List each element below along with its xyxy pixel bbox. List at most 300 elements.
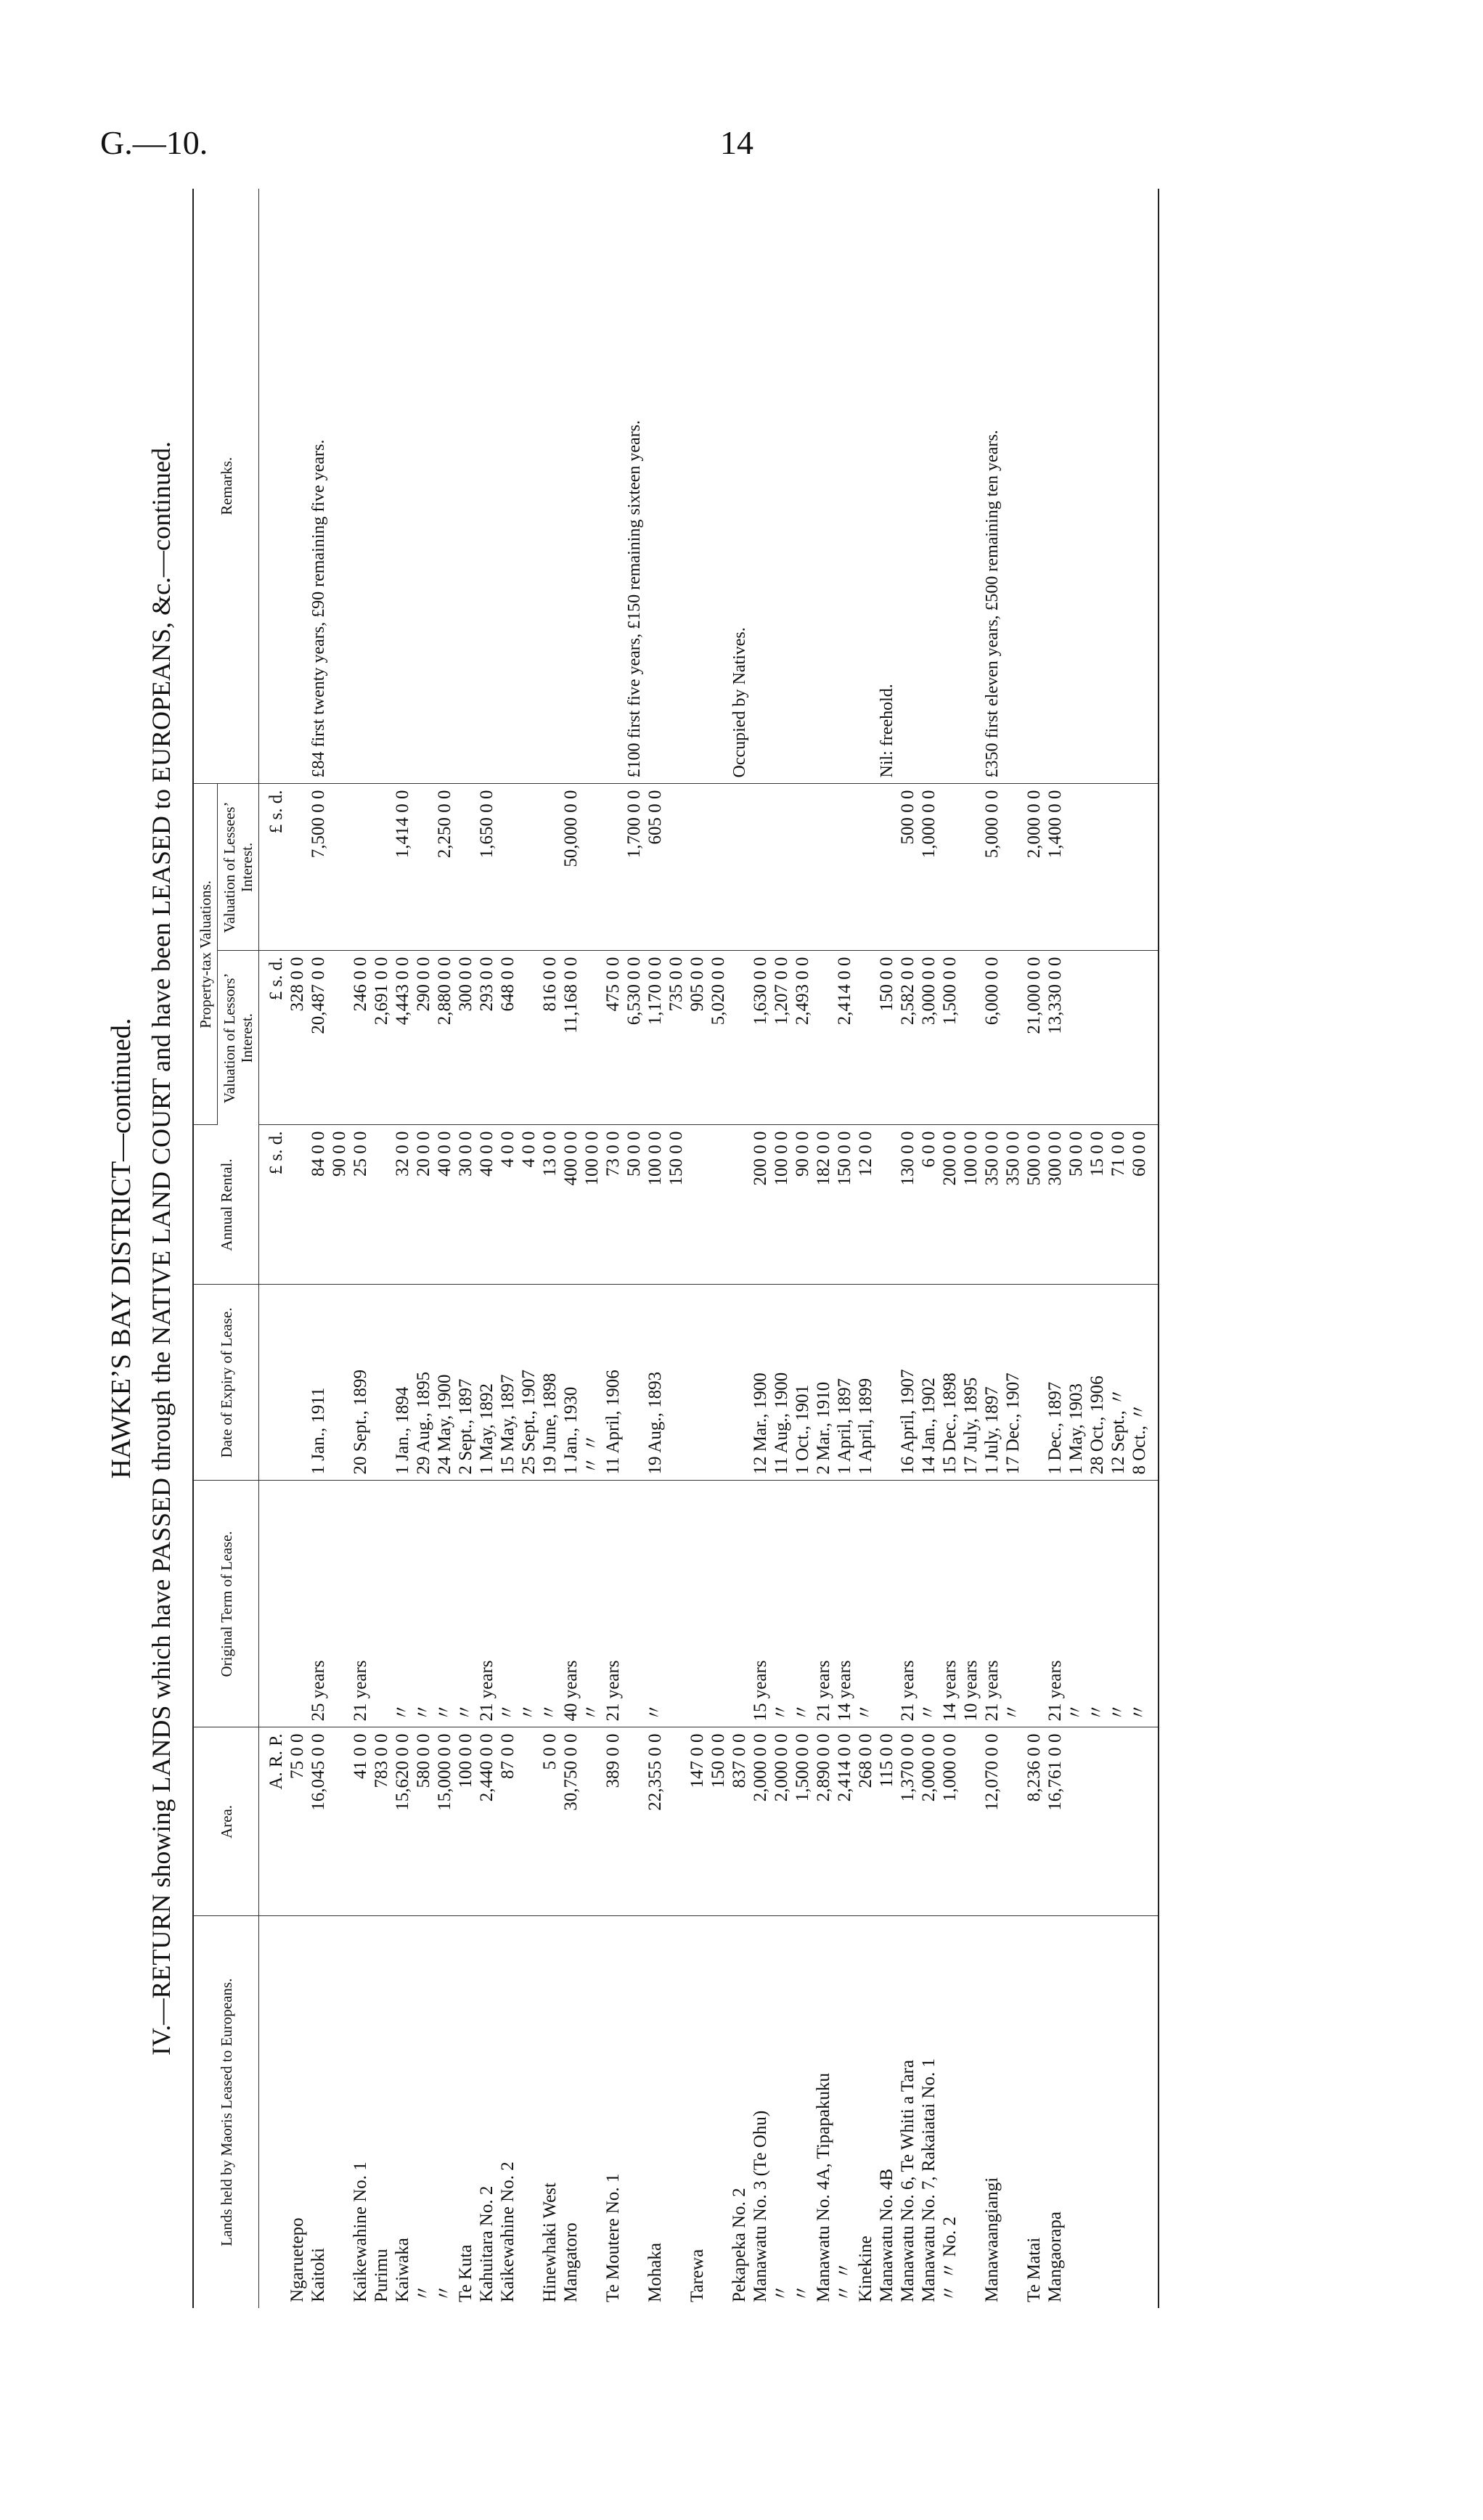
rental-cell: 150 0 0 <box>835 1125 856 1285</box>
expiry-unit-cell <box>259 1285 288 1481</box>
rental-cell <box>372 1125 393 1285</box>
table-row <box>561 189 582 2308</box>
expiry-cell: 11 Aug., 1900 <box>772 1285 793 1481</box>
land-name-cell: Pekapeka No. 2 <box>730 2188 750 2302</box>
land-name-cell <box>624 1916 645 2308</box>
area-cell: 15,000 0 0 <box>435 1727 456 1916</box>
expiry-cell <box>330 1285 351 1481</box>
term-cell <box>666 1481 687 1727</box>
expiry-cell: 1 May, 1903 <box>1066 1285 1087 1481</box>
rental-cell: 350 0 0 <box>982 1125 1003 1285</box>
lessors-valuation-cell <box>1129 951 1159 1125</box>
rental-cell: 25 0 0 <box>351 1125 372 1285</box>
land-name-cell: Kaiwaka <box>393 2238 413 2302</box>
lessees-valuation-cell <box>751 784 772 951</box>
lessors-valuation-cell: 905 0 0 <box>687 951 708 1125</box>
rental-cell: 100 0 0 <box>772 1125 793 1285</box>
term-cell: 〃 <box>1066 1481 1087 1727</box>
area-cell: 2,414 0 0 <box>835 1727 856 1916</box>
remarks-cell <box>1024 189 1045 784</box>
expiry-cell: 25 Sept., 1907 <box>519 1285 540 1481</box>
lessors-valuation-cell: 21,000 0 0 <box>1024 951 1045 1125</box>
lessors-valuation-cell <box>1066 951 1087 1125</box>
table-row <box>393 189 414 2308</box>
lessees-valuation-cell <box>835 784 856 951</box>
lessors-valuation-cell: 13,330 0 0 <box>1045 951 1066 1125</box>
table-row <box>351 189 372 2308</box>
rental-cell <box>730 1125 751 1285</box>
rental-cell: 15 0 0 <box>1087 1125 1108 1285</box>
land-name-cell <box>961 1916 982 2308</box>
land-name-cell: 〃 〃 <box>835 2261 855 2302</box>
land-name-cell: Kahuitara No. 2 <box>477 2185 497 2302</box>
expiry-cell <box>287 1285 309 1481</box>
remarks-cell <box>645 189 666 784</box>
expiry-cell: 20 Sept., 1899 <box>351 1285 372 1481</box>
document-code: G.—10. <box>100 124 208 161</box>
land-name-cell: Kaitoki <box>309 2248 329 2302</box>
expiry-cell: 2 Sept., 1897 <box>456 1285 477 1481</box>
rental-cell: 100 0 0 <box>645 1125 666 1285</box>
term-cell: 〃 <box>540 1481 561 1727</box>
term-cell: 〃 <box>498 1481 519 1727</box>
rental-cell: 50 0 0 <box>624 1125 645 1285</box>
area-cell <box>330 1727 351 1916</box>
remarks-cell <box>1108 189 1129 784</box>
lessees-valuation-cell <box>330 784 351 951</box>
remarks-cell <box>498 189 519 784</box>
term-cell <box>287 1481 309 1727</box>
table-row <box>519 189 540 2308</box>
rental-cell: 4 0 0 <box>519 1125 540 1285</box>
expiry-cell: 17 Dec., 1907 <box>1003 1285 1024 1481</box>
land-name-cell <box>1108 1916 1129 2308</box>
expiry-cell: 1 Oct., 1901 <box>793 1285 814 1481</box>
lessees-valuation-cell <box>519 784 540 951</box>
rental-cell: 20 0 0 <box>414 1125 435 1285</box>
expiry-cell: 12 Mar., 1900 <box>751 1285 772 1481</box>
area-cell: 1,000 0 0 <box>940 1727 961 1916</box>
rental-cell: 40 0 0 <box>435 1125 456 1285</box>
expiry-cell: 8 Oct., 〃 <box>1129 1285 1159 1481</box>
remarks-cell: £350 first eleven years, £500 remaining ten years. <box>982 189 1003 784</box>
lessors-valuation-cell: 328 0 0 <box>287 951 309 1125</box>
expiry-cell: 〃 〃 <box>582 1285 603 1481</box>
lessees-valuation-cell <box>1003 784 1024 951</box>
rental-cell: 200 0 0 <box>751 1125 772 1285</box>
remarks-cell <box>898 189 919 784</box>
expiry-cell: 1 May, 1892 <box>477 1285 498 1481</box>
expiry-cell: 16 April, 1907 <box>898 1285 919 1481</box>
term-cell: 21 years <box>1045 1481 1066 1727</box>
lessors-valuation-cell <box>582 951 603 1125</box>
area-cell: 2,000 0 0 <box>772 1727 793 1916</box>
lessees-valuation-cell <box>540 784 561 951</box>
land-name-cell <box>1066 1916 1087 2308</box>
remarks-cell <box>603 189 624 784</box>
expiry-cell: 17 July, 1895 <box>961 1285 982 1481</box>
table-row <box>1045 189 1066 2308</box>
rental-cell: 32 0 0 <box>393 1125 414 1285</box>
expiry-cell: 19 June, 1898 <box>540 1285 561 1481</box>
area-cell: 2,000 0 0 <box>751 1727 772 1916</box>
rental-cell: 6 0 0 <box>919 1125 940 1285</box>
rental-cell <box>287 1125 309 1285</box>
table-row <box>919 189 940 2308</box>
lessees-valuation-cell <box>814 784 835 951</box>
lessors-valuation-cell <box>814 951 835 1125</box>
rental-cell: 40 0 0 <box>477 1125 498 1285</box>
lessees-valuation-cell: 7,500 0 0 <box>309 784 330 951</box>
col-rental-header: Annual Rental. <box>193 1125 259 1285</box>
land-name-cell <box>1087 1916 1108 2308</box>
lessees-unit-cell: £ s. d. <box>259 784 288 951</box>
table-row <box>1024 189 1045 2308</box>
remarks-unit-cell <box>259 189 288 784</box>
area-cell: 16,761 0 0 <box>1045 1727 1066 1916</box>
lessors-valuation-cell: 1,630 0 0 <box>751 951 772 1125</box>
remarks-cell <box>1003 189 1024 784</box>
rental-cell: 150 0 0 <box>666 1125 687 1285</box>
expiry-cell <box>687 1285 708 1481</box>
table-row <box>372 189 393 2308</box>
lessors-valuation-cell <box>330 951 351 1125</box>
lessors-valuation-cell: 293 0 0 <box>477 951 498 1125</box>
table-row <box>330 189 351 2308</box>
lessees-valuation-cell <box>456 784 477 951</box>
lessees-valuation-cell <box>1108 784 1129 951</box>
area-cell <box>624 1727 645 1916</box>
area-cell: 30,750 0 0 <box>561 1727 582 1916</box>
table-row <box>772 189 793 2308</box>
table-row <box>287 189 309 2308</box>
lessees-valuation-cell <box>793 784 814 951</box>
page-number: 14 <box>720 124 753 161</box>
table-row <box>1108 189 1129 2308</box>
remarks-cell <box>393 189 414 784</box>
expiry-cell <box>372 1285 393 1481</box>
expiry-cell <box>624 1285 645 1481</box>
rental-cell: 500 0 0 <box>1024 1125 1045 1285</box>
land-name-cell: 〃 〃 No. 2 <box>940 2216 960 2302</box>
remarks-cell <box>435 189 456 784</box>
lessees-valuation-cell <box>1087 784 1108 951</box>
area-cell: 147 0 0 <box>687 1727 708 1916</box>
rental-unit-cell: £ s. d. <box>259 1125 288 1285</box>
remarks-cell: Nil: freehold. <box>877 189 898 784</box>
lessees-valuation-cell <box>287 784 309 951</box>
area-cell: 1,500 0 0 <box>793 1727 814 1916</box>
expiry-cell: 2 Mar., 1910 <box>814 1285 835 1481</box>
table-row <box>309 189 330 2308</box>
lessees-valuation-cell <box>961 784 982 951</box>
term-cell: 21 years <box>603 1481 624 1727</box>
term-cell: 〃 <box>456 1481 477 1727</box>
remarks-cell <box>351 189 372 784</box>
expiry-cell: 24 May, 1900 <box>435 1285 456 1481</box>
table-row <box>940 189 961 2308</box>
lessors-valuation-cell: 3,000 0 0 <box>919 951 940 1125</box>
area-cell: 5 0 0 <box>540 1727 561 1916</box>
lessees-valuation-cell: 2,250 0 0 <box>435 784 456 951</box>
remarks-cell <box>372 189 393 784</box>
land-name-cell <box>708 1916 730 2308</box>
rental-cell: 130 0 0 <box>898 1125 919 1285</box>
remarks-cell <box>287 189 309 784</box>
area-cell <box>519 1727 540 1916</box>
term-cell: 〃 <box>1003 1481 1024 1727</box>
area-cell <box>582 1727 603 1916</box>
term-cell <box>730 1481 751 1727</box>
term-cell <box>1024 1481 1045 1727</box>
lessees-valuation-cell: 1,414 0 0 <box>393 784 414 951</box>
rental-cell: 400 0 0 <box>561 1125 582 1285</box>
expiry-cell: 1 Dec., 1897 <box>1045 1285 1066 1481</box>
lessors-valuation-cell: 6,000 0 0 <box>982 951 1003 1125</box>
term-unit-cell <box>259 1481 288 1727</box>
land-name-cell <box>666 1916 687 2308</box>
land-name-cell: Manawatu No. 7, Rakaiatai No. 1 <box>919 2058 939 2302</box>
area-cell <box>961 1727 982 1916</box>
area-cell: 268 0 0 <box>856 1727 877 1916</box>
term-cell: 〃 <box>582 1481 603 1727</box>
expiry-cell: 12 Sept., 〃 <box>1108 1285 1129 1481</box>
area-cell: 2,000 0 0 <box>919 1727 940 1916</box>
term-cell: 10 years <box>961 1481 982 1727</box>
remarks-cell <box>1129 189 1159 784</box>
table-row <box>1129 189 1159 2308</box>
remarks-cell <box>708 189 730 784</box>
land-name-cell: 〃 <box>435 2283 455 2302</box>
lessors-valuation-cell: 475 0 0 <box>603 951 624 1125</box>
table-row <box>898 189 919 2308</box>
lessees-valuation-cell <box>856 784 877 951</box>
lessors-valuation-cell: 6,530 0 0 <box>624 951 645 1125</box>
area-cell: 580 0 0 <box>414 1727 435 1916</box>
land-name-cell: 〃 <box>414 2283 434 2302</box>
land-name-cell <box>1003 1916 1024 2308</box>
table-row <box>856 189 877 2308</box>
land-name-cell: 〃 <box>793 2283 813 2302</box>
land-name-cell: Kaikewahine No. 2 <box>498 2161 518 2302</box>
rental-cell: 182 0 0 <box>814 1125 835 1285</box>
lessors-valuation-cell: 150 0 0 <box>877 951 898 1125</box>
lessees-valuation-cell <box>603 784 624 951</box>
lessors-valuation-cell <box>1003 951 1024 1125</box>
remarks-cell <box>751 189 772 784</box>
expiry-cell: 11 April, 1906 <box>603 1285 624 1481</box>
term-cell: 〃 <box>856 1481 877 1727</box>
remarks-cell <box>561 189 582 784</box>
lessees-valuation-cell <box>1066 784 1087 951</box>
term-cell <box>877 1481 898 1727</box>
area-cell <box>1066 1727 1087 1916</box>
area-cell <box>666 1727 687 1916</box>
remarks-cell <box>1066 189 1087 784</box>
term-cell: 〃 <box>414 1481 435 1727</box>
table-row <box>1003 189 1024 2308</box>
lessees-valuation-cell: 2,000 0 0 <box>1024 784 1045 951</box>
land-name-cell <box>519 1916 540 2308</box>
area-cell: 75 0 0 <box>287 1727 309 1916</box>
table-row <box>1087 189 1108 2308</box>
land-name-cell: Te Moutere No. 1 <box>603 2173 624 2302</box>
rental-cell: 73 0 0 <box>603 1125 624 1285</box>
table-row <box>414 189 435 2308</box>
table-row <box>751 189 772 2308</box>
term-cell: 〃 <box>519 1481 540 1727</box>
remarks-cell <box>330 189 351 784</box>
term-cell <box>687 1481 708 1727</box>
area-cell: 22,355 0 0 <box>645 1727 666 1916</box>
term-cell: 〃 <box>645 1481 666 1727</box>
expiry-cell: 29 Aug., 1895 <box>414 1285 435 1481</box>
area-cell <box>1108 1727 1129 1916</box>
district-title: HAWKE’S BAY DISTRICT—continued. <box>106 1018 136 1479</box>
lessors-valuation-cell: 300 0 0 <box>456 951 477 1125</box>
lessors-valuation-cell: 11,168 0 0 <box>561 951 582 1125</box>
remarks-cell <box>519 189 540 784</box>
lessees-valuation-cell: 1,400 0 0 <box>1045 784 1066 951</box>
term-cell: 〃 <box>393 1481 414 1727</box>
term-cell: 〃 <box>772 1481 793 1727</box>
area-cell: 100 0 0 <box>456 1727 477 1916</box>
term-cell: 21 years <box>351 1481 372 1727</box>
area-cell <box>1087 1727 1108 1916</box>
area-cell: 15,620 0 0 <box>393 1727 414 1916</box>
rental-cell: 100 0 0 <box>961 1125 982 1285</box>
expiry-cell: 15 Dec., 1898 <box>940 1285 961 1481</box>
rotated-page <box>91 189 1397 2308</box>
land-name-cell: Mohaka <box>645 2243 666 2302</box>
lessees-valuation-cell: 605 0 0 <box>645 784 666 951</box>
remarks-cell <box>835 189 856 784</box>
area-cell: 389 0 0 <box>603 1727 624 1916</box>
lessors-valuation-cell: 5,020 0 0 <box>708 951 730 1125</box>
rental-cell: 84 0 0 <box>309 1125 330 1285</box>
lessors-valuation-cell <box>519 951 540 1125</box>
remarks-cell <box>793 189 814 784</box>
area-unit-cell: A. R. P. <box>259 1727 288 1916</box>
land-name-cell: 〃 <box>772 2283 792 2302</box>
remarks-cell <box>414 189 435 784</box>
lessees-valuation-cell <box>351 784 372 951</box>
area-cell: 837 0 0 <box>730 1727 751 1916</box>
land-name-cell: Te Matai <box>1024 2237 1045 2302</box>
lessees-valuation-cell <box>498 784 519 951</box>
expiry-cell <box>877 1285 898 1481</box>
remarks-cell <box>814 189 835 784</box>
term-cell: 14 years <box>835 1481 856 1727</box>
land-name-cell <box>1129 1916 1159 2308</box>
remarks-cell <box>666 189 687 784</box>
lessees-valuation-cell <box>414 784 435 951</box>
area-cell: 115 0 0 <box>877 1727 898 1916</box>
rental-cell <box>877 1125 898 1285</box>
lessees-valuation-cell <box>708 784 730 951</box>
lessees-valuation-cell <box>582 784 603 951</box>
remarks-cell <box>582 189 603 784</box>
term-cell: 21 years <box>982 1481 1003 1727</box>
rental-cell <box>687 1125 708 1285</box>
lease-return-table <box>192 189 1159 2308</box>
table-row <box>814 189 835 2308</box>
lessors-valuation-cell: 735 0 0 <box>666 951 687 1125</box>
area-cell: 41 0 0 <box>351 1727 372 1916</box>
lessors-valuation-cell <box>1087 951 1108 1125</box>
expiry-cell <box>1024 1285 1045 1481</box>
area-cell: 783 0 0 <box>372 1727 393 1916</box>
lessors-valuation-cell: 648 0 0 <box>498 951 519 1125</box>
remarks-cell <box>961 189 982 784</box>
lessors-valuation-cell: 2,414 0 0 <box>835 951 856 1125</box>
lessees-valuation-cell: 50,000 0 0 <box>561 784 582 951</box>
lessors-unit-cell: £ s. d. <box>259 951 288 1125</box>
remarks-cell <box>919 189 940 784</box>
col-lessees-header: Valuation of Lessees’ Interest. <box>218 784 259 951</box>
area-cell: 12,070 0 0 <box>982 1727 1003 1916</box>
expiry-cell: 14 Jan., 1902 <box>919 1285 940 1481</box>
area-cell <box>1129 1727 1159 1916</box>
remarks-cell <box>477 189 498 784</box>
land-name-cell: Manawatu No. 6, Te Whiti a Tara <box>898 2060 918 2302</box>
lessors-valuation-cell: 816 0 0 <box>540 951 561 1125</box>
expiry-cell: 1 Jan., 1894 <box>393 1285 414 1481</box>
remarks-cell: £84 first twenty years, £90 remaining five years. <box>309 189 330 784</box>
lessors-valuation-cell: 20,487 0 0 <box>309 951 330 1125</box>
lessees-valuation-cell <box>877 784 898 951</box>
expiry-cell: 1 April, 1899 <box>856 1285 877 1481</box>
lessors-valuation-cell <box>1108 951 1129 1125</box>
lessees-valuation-cell: 5,000 0 0 <box>982 784 1003 951</box>
land-name-cell <box>582 1916 603 2308</box>
land-name-cell: Te Kuta <box>456 2244 476 2302</box>
lessors-valuation-cell <box>730 951 751 1125</box>
table-row <box>645 189 666 2308</box>
table-row <box>982 189 1003 2308</box>
term-cell: 21 years <box>814 1481 835 1727</box>
term-cell: 14 years <box>940 1481 961 1727</box>
rental-cell: 50 0 0 <box>1066 1125 1087 1285</box>
land-name-cell: Ngaruetepo <box>287 2217 308 2302</box>
rental-cell: 90 0 0 <box>330 1125 351 1285</box>
remarks-cell <box>456 189 477 784</box>
lessors-valuation-cell: 2,880 0 0 <box>435 951 456 1125</box>
expiry-cell: 28 Oct., 1906 <box>1087 1285 1108 1481</box>
land-name-cell: Kaikewahine No. 1 <box>351 2161 371 2302</box>
lessors-valuation-cell: 1,170 0 0 <box>645 951 666 1125</box>
area-cell: 2,440 0 0 <box>477 1727 498 1916</box>
col-expiry-header: Date of Expiry of Lease. <box>193 1285 259 1481</box>
expiry-cell: 15 May, 1897 <box>498 1285 519 1481</box>
term-cell: 21 years <box>477 1481 498 1727</box>
land-name-cell: Tarewa <box>687 2249 708 2302</box>
lessees-valuation-cell: 500 0 0 <box>898 784 919 951</box>
table-row <box>456 189 477 2308</box>
rental-cell: 12 0 0 <box>856 1125 877 1285</box>
term-cell: 〃 <box>435 1481 456 1727</box>
lessees-valuation-cell <box>1129 784 1159 951</box>
expiry-cell <box>708 1285 730 1481</box>
land-name-cell: Mangatoro <box>561 2222 581 2302</box>
rental-cell: 4 0 0 <box>498 1125 519 1285</box>
area-cell: 16,045 0 0 <box>309 1727 330 1916</box>
remarks-cell <box>540 189 561 784</box>
remarks-cell <box>1045 189 1066 784</box>
table-row <box>477 189 498 2308</box>
table-row <box>1066 189 1087 2308</box>
table-row <box>582 189 603 2308</box>
